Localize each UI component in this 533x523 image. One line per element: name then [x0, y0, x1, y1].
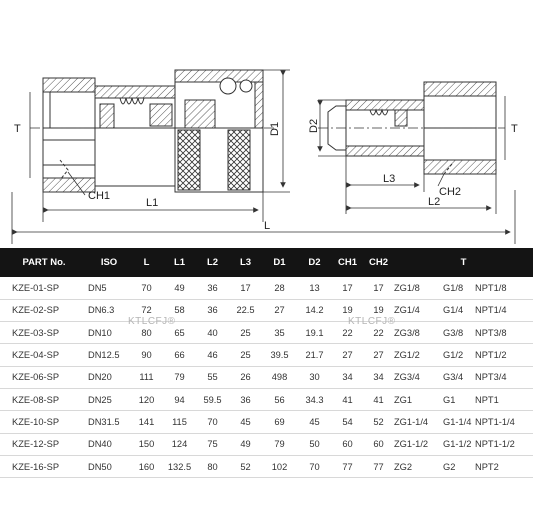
table-cell: 21.7 — [305, 350, 324, 361]
table-cell: ZG1-1/4 — [394, 416, 429, 427]
table-row — [0, 366, 533, 388]
table-cell: G1/4 — [443, 305, 464, 316]
table-cell: 60 — [342, 439, 353, 450]
table-cell: G3/8 — [443, 327, 464, 338]
table-cell: 102 — [271, 461, 288, 472]
table-cell: NPT1/2 — [475, 350, 507, 361]
technical-drawing — [0, 0, 533, 248]
watermark: KTLCFJ® — [128, 316, 176, 327]
table-row — [0, 299, 533, 321]
t-label-right: T — [511, 123, 518, 135]
table-row — [0, 433, 533, 455]
table-cell: NPT3/4 — [475, 372, 507, 383]
l2-label: L2 — [428, 196, 441, 208]
table-cell: ZG2 — [394, 461, 413, 472]
table-cell: G3/4 — [443, 372, 464, 383]
part-number-cell: KZE-02-SP — [12, 305, 60, 316]
table-cell: DN40 — [88, 439, 112, 450]
table-cell: G1/2 — [443, 350, 464, 361]
table-cell: 120 — [138, 394, 155, 405]
table-cell: 17 — [342, 282, 353, 293]
header-l: L — [143, 257, 150, 268]
table-cell: 111 — [139, 372, 154, 383]
header-l2: L2 — [206, 257, 219, 268]
part-number-cell: KZE-10-SP — [12, 416, 60, 427]
table-cell: NPT2 — [475, 461, 499, 472]
table-cell: 46 — [207, 350, 218, 361]
table-cell: 27 — [274, 305, 285, 316]
table-cell: G1-1/4 — [443, 416, 472, 427]
table-cell: ZG1/8 — [394, 282, 420, 293]
table-cell: 41 — [342, 394, 353, 405]
table-cell: 25 — [240, 327, 251, 338]
header-iso: ISO — [100, 257, 118, 268]
table-cell: G2 — [443, 461, 456, 472]
table-row — [0, 388, 533, 410]
table-cell: 27 — [342, 350, 353, 361]
table-cell: 26 — [240, 372, 251, 383]
header-ch1: CH1 — [337, 257, 357, 268]
table-cell: 34 — [373, 372, 384, 383]
header-ch2: CH2 — [368, 257, 388, 268]
table-cell: 39.5 — [270, 350, 289, 361]
table-cell: 79 — [274, 439, 285, 450]
table-cell: 160 — [138, 461, 155, 472]
part-number-cell: KZE-08-SP — [12, 394, 60, 405]
table-cell: G1 — [443, 394, 456, 405]
table-cell: 45 — [240, 416, 251, 427]
table-cell: 19 — [342, 305, 353, 316]
part-number-cell: KZE-04-SP — [12, 350, 60, 361]
table-cell: 34 — [342, 372, 353, 383]
specification-table — [0, 248, 533, 478]
table-cell: 77 — [373, 461, 384, 472]
table-cell: 59.5 — [203, 394, 222, 405]
table-cell: 90 — [141, 350, 152, 361]
table-cell: ZG1-1/2 — [394, 439, 429, 450]
table-cell: 115 — [172, 416, 187, 427]
table-cell: NPT1/4 — [475, 305, 507, 316]
table-cell: NPT3/8 — [475, 327, 507, 338]
table-cell: NPT1/8 — [475, 282, 507, 293]
table-row — [0, 455, 533, 477]
header-t: T — [460, 257, 467, 268]
table-cell: 25 — [240, 350, 251, 361]
table-cell: 19.1 — [305, 327, 324, 338]
table-row — [0, 322, 533, 344]
table-cell: 77 — [342, 461, 353, 472]
header-part-no: PART No. — [22, 257, 66, 268]
table-cell: 141 — [138, 416, 155, 427]
table-cell: 17 — [240, 282, 251, 293]
table-cell: 55 — [207, 372, 218, 383]
table-cell: 65 — [174, 327, 185, 338]
table-cell: 27 — [373, 350, 384, 361]
table-row — [0, 411, 533, 433]
table-body — [0, 277, 533, 478]
table-cell: 79 — [174, 372, 185, 383]
header-d2: D2 — [308, 257, 321, 268]
table-cell: G1/8 — [443, 282, 464, 293]
ch2-label: CH2 — [439, 186, 462, 198]
table-cell: 54 — [342, 416, 353, 427]
table-cell: DN5 — [88, 282, 107, 293]
table-cell: 498 — [271, 372, 288, 383]
table-cell: ZG1 — [394, 394, 413, 405]
table-cell: 66 — [174, 350, 185, 361]
table-cell: DN10 — [88, 327, 112, 338]
table-cell: 22 — [373, 327, 384, 338]
table-cell: 40 — [207, 327, 218, 338]
table-cell: 14.2 — [305, 305, 324, 316]
table-cell: 58 — [174, 305, 185, 316]
table-cell: DN31.5 — [88, 416, 120, 427]
table-cell: 70 — [141, 282, 152, 293]
table-cell: 17 — [373, 282, 384, 293]
table-row — [0, 344, 533, 366]
table-cell: ZG3/8 — [394, 327, 420, 338]
l3-label: L3 — [383, 173, 396, 185]
header-l3: L3 — [239, 257, 252, 268]
table-cell: 50 — [309, 439, 320, 450]
table-cell: 80 — [141, 327, 152, 338]
header-l1: L1 — [173, 257, 186, 268]
table-cell: 45 — [309, 416, 320, 427]
part-number-cell: KZE-03-SP — [12, 327, 60, 338]
coupler-drawing — [43, 70, 263, 192]
table-cell: 150 — [138, 439, 155, 450]
table-cell: NPT1 — [475, 394, 499, 405]
l-label: L — [264, 220, 271, 232]
watermark: KTLCFJ® — [348, 316, 396, 327]
t-label-left: T — [14, 123, 21, 135]
table-cell: DN12.5 — [88, 350, 120, 361]
d1-label: D1 — [269, 121, 281, 136]
header-d1: D1 — [273, 257, 286, 268]
table-cell: 41 — [373, 394, 384, 405]
table-cell: 132.5 — [167, 461, 192, 472]
table-cell: 75 — [207, 439, 218, 450]
part-number-cell: KZE-06-SP — [12, 372, 60, 383]
table-cell: 70 — [207, 416, 218, 427]
table-cell: 35 — [274, 327, 285, 338]
table-cell: 72 — [141, 305, 152, 316]
table-cell: ZG3/4 — [394, 372, 420, 383]
table-cell: 36 — [207, 305, 218, 316]
table-cell: DN25 — [88, 394, 112, 405]
table-cell: 22 — [342, 327, 353, 338]
table-cell: 56 — [274, 394, 285, 405]
d2-label: D2 — [308, 118, 320, 133]
part-number-cell: KZE-01-SP — [12, 282, 60, 293]
table-cell: ZG1/4 — [394, 305, 420, 316]
table-cell: DN20 — [88, 372, 112, 383]
table-cell: 80 — [207, 461, 218, 472]
table-cell: 52 — [240, 461, 251, 472]
table-cell: 60 — [373, 439, 384, 450]
table-cell: 13 — [309, 282, 320, 293]
table-cell: 69 — [274, 416, 285, 427]
table-cell: 36 — [207, 282, 218, 293]
table-cell: 28 — [274, 282, 285, 293]
table-cell: 22.5 — [236, 305, 255, 316]
table-cell: DN50 — [88, 461, 112, 472]
table-cell: 34.3 — [305, 394, 324, 405]
table-cell: 30 — [309, 372, 320, 383]
table-cell: G1-1/2 — [443, 439, 472, 450]
table-cell: 36 — [240, 394, 251, 405]
table-cell: 49 — [174, 282, 185, 293]
table-cell: DN6.3 — [88, 305, 115, 316]
table-cell: ZG1/2 — [394, 350, 420, 361]
table-cell: 70 — [309, 461, 320, 472]
table-cell: NPT1-1/2 — [475, 439, 515, 450]
table-cell: 19 — [373, 305, 384, 316]
table-row — [0, 277, 533, 299]
table-cell: 52 — [373, 416, 384, 427]
table-cell: 94 — [174, 394, 185, 405]
part-number-cell: KZE-12-SP — [12, 439, 60, 450]
table-header-row — [0, 248, 533, 277]
part-number-cell: KZE-16-SP — [12, 461, 60, 472]
l1-label: L1 — [146, 197, 159, 209]
ch1-label: CH1 — [88, 190, 111, 202]
table-cell: 124 — [171, 439, 188, 450]
table-cell: NPT1-1/4 — [475, 416, 515, 427]
table-cell: 49 — [240, 439, 251, 450]
